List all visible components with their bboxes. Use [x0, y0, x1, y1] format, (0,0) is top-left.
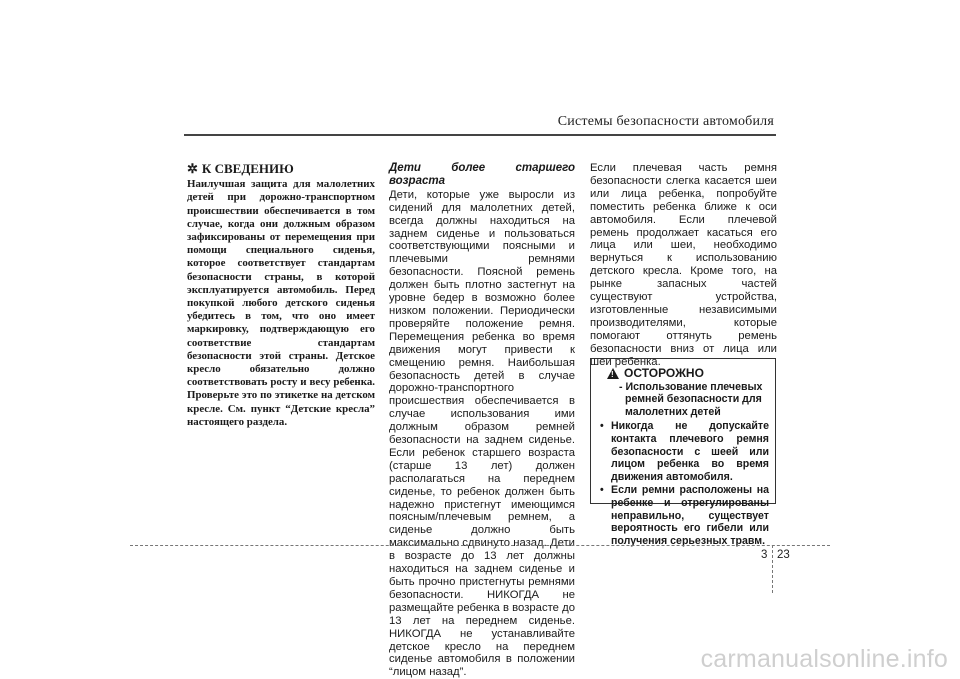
page-number: 23 [777, 549, 790, 561]
older-children-paragraph: Дети, которые уже выросли из сидений для малолетних детей, всегда должны находиться на заднем сиденье и пользоваться соответствующими поясными и плечевыми ремнями безопасности. Поясной ремень должен быть плотно застегнут на уровне бедер в возможно более низком положении. Периодически проверяйте положение ремня. Перемещения ребенка во время движения могут привести к смещению ремня. Наибольшая безопасность детей в случае дорожно-транспортного происшествия обеспечивается в случае использования ими должным образом ремней безопасности на заднем сиденье. Если ребенок старшего возраста (старше 13 лет) должен располагаться на переднем сиденье, то ребенок должен быть надежно пристегнут имеющимся поясным/плечевым ремнем, а сиденье должно быть максимально сдвинуто назад. Дети в возрасте до 13 лет должны находиться на заднем сиденье и быть прочно пристегнуты ремнями безопасности. НИКОГДА не размещайте ребенка в возрасте до 13 лет на переднем сиденье. НИКОГДА не устанавливайте детское кресло на переднем сиденье автомобиля в положении “лицом назад”. [389, 188, 575, 679]
warning-icon: ! [607, 368, 619, 379]
page-header: Системы безопасности автомобиля [557, 114, 774, 129]
column-older-children [389, 162, 575, 679]
section-title-text: К СВЕДЕНИЮ [201, 161, 294, 176]
warning-box [590, 358, 776, 547]
watermark: carmanualsonline.info [700, 645, 948, 673]
star-icon: ✲ [187, 161, 198, 176]
column-shoulder-belt [590, 162, 777, 369]
footer-divider [772, 545, 773, 593]
warning-title: ОСТОРОЖНО [624, 366, 704, 380]
info-paragraph: Наилучшая защита для малолетних детей при дорожно-транспортном происшествии обеспечивается в том случае, когда они должным образом зафиксированы от перемещения при помощи специального сиденья, которое соответствует стандартам безопасности страны, в которой эксплуатируется автомобиль. Перед покупкой любого детского сиденья убедитесь в том, что оно имеет маркировку, подтверждающую его соответствие стандартам безопасности этой страны. Детское кресло обязательно должно соответствовать росту и весу ребенка. Проверьте это по этикетке на детском кресле. См. пункт “Детские кресла” настоящего раздела. [187, 178, 375, 428]
subsection-title: Дети более старшего возраста [389, 162, 575, 187]
header-rule [184, 134, 776, 136]
section-title [187, 162, 375, 175]
chapter-number: 3 [761, 549, 768, 561]
warning-item: • Никогда не допускайте контакта плечевого ремня безопасности с шеей или лицом ребенка во время движения автомобиля. [597, 420, 769, 483]
warning-header [607, 367, 769, 380]
footer-rule [130, 545, 830, 546]
warning-list [597, 420, 769, 547]
warning-subtitle: - Использование плечевых ремней безопасности для малолетних детей [619, 380, 763, 418]
column-info [187, 162, 375, 429]
warning-item: • Если ремни расположены на ребенке и отрегулированы неправильно, существует вероятность его гибели или получения серьезных травм. [597, 484, 769, 547]
shoulder-belt-paragraph: Если плечевая часть ремня безопасности слегка касается шеи или лица ребенка, попробуйте поместить ребенка ближе к оси автомобиля. Если плечевой ремень продолжает касаться его лица или шеи, необходимо вернуться к использованию детского кресла. Кроме того, на рынке запасных частей существуют устройства, изготовленные независимыми производителями, которые помогают оттянуть ремень безопасности вниз от лица или шеи ребенка. [590, 162, 777, 368]
